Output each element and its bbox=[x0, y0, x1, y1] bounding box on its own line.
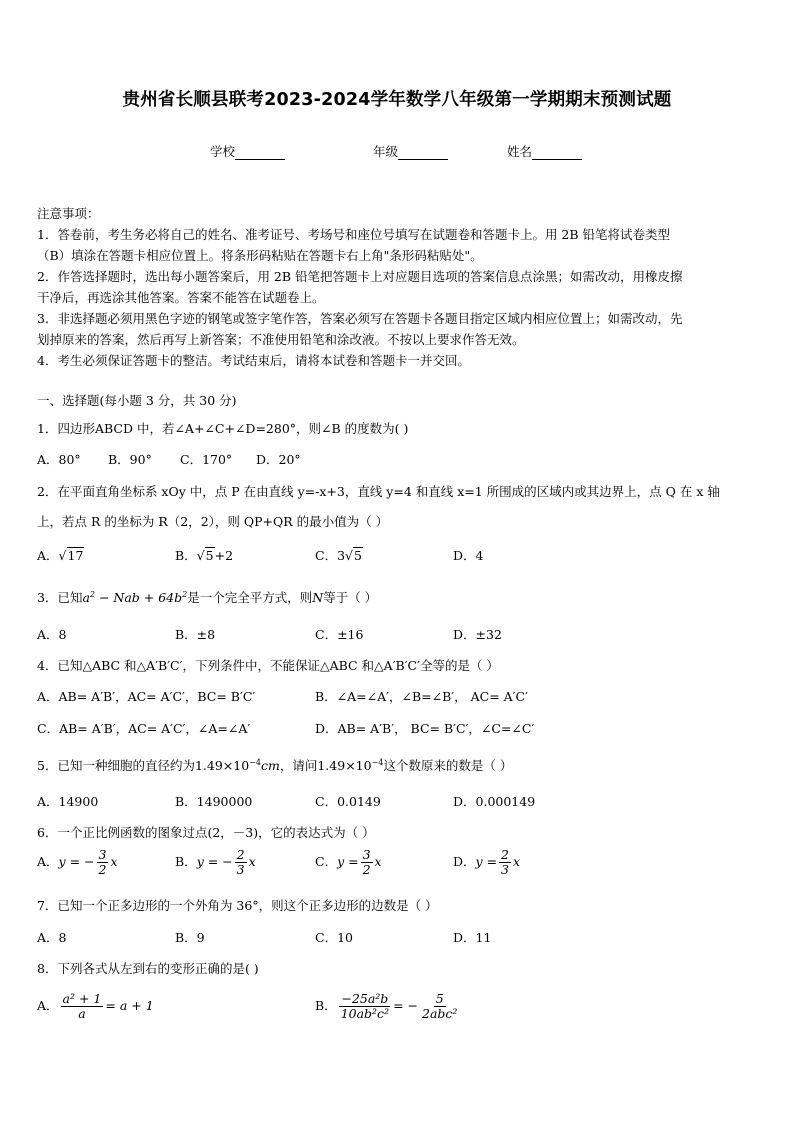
variable: x bbox=[374, 853, 382, 869]
option-suffix: +2 bbox=[214, 548, 234, 563]
q5-suffix: 这个数原来的数是（ ） bbox=[383, 758, 513, 773]
q1-option-d: D．20° bbox=[256, 452, 301, 467]
q5-option-c: C．0.0149 bbox=[315, 794, 381, 809]
q2-option-a bbox=[37, 546, 84, 564]
q4-option-d: D．AB= A′B′， BC= B′C′，∠C=∠C′ bbox=[315, 721, 535, 736]
q6-option-d bbox=[453, 848, 520, 877]
sqrt-symbol: √5 bbox=[196, 548, 214, 563]
q2-option-d: D．4 bbox=[453, 548, 484, 563]
numerator: 3 bbox=[362, 847, 371, 862]
fraction bbox=[361, 848, 373, 877]
option-letter: D． bbox=[453, 853, 476, 869]
q3-prefix: 3．已知 bbox=[37, 590, 83, 605]
exp-2: 2 bbox=[182, 589, 188, 599]
option-letter: A． bbox=[37, 853, 59, 869]
notes-header: 注意事项： bbox=[37, 206, 100, 221]
numerator: 5 bbox=[435, 991, 444, 1006]
q1-option-c: C．170° bbox=[180, 452, 233, 467]
variable: x bbox=[513, 853, 521, 869]
q3-mid: 是一个完全平方式，则 bbox=[187, 590, 313, 605]
name-blank bbox=[532, 146, 582, 160]
note-2a: 2．作答选择题时，选出每小题答案后，用 2B 铅笔把答题卡上对应题目选项的答案信息点涂黑；如需改动，用橡皮擦 bbox=[37, 269, 683, 284]
q7-option-c: C．10 bbox=[315, 930, 353, 945]
q8-option-b bbox=[315, 992, 461, 1021]
grade-label: 年级 bbox=[373, 144, 399, 159]
expr-a: a bbox=[82, 590, 90, 605]
numerator: a² + 1 bbox=[62, 991, 102, 1006]
option-letter: C．3 bbox=[315, 548, 346, 563]
denominator: 10ab²c² bbox=[340, 1005, 390, 1021]
numerator: 3 bbox=[98, 847, 107, 862]
numerator: 2 bbox=[501, 847, 509, 862]
q1-option-a: A．80° bbox=[37, 452, 81, 467]
q3-option-c: C．±16 bbox=[315, 627, 364, 642]
q5-exponent-2: −4 bbox=[371, 757, 384, 767]
note-2b: 干净后，再选涂其他答案。答案不能答在试题卷上。 bbox=[37, 290, 325, 305]
fraction bbox=[499, 848, 511, 877]
q5-option-a: A．14900 bbox=[37, 794, 99, 809]
q3-option-d: D．±32 bbox=[453, 627, 502, 642]
q4-option-a: A．AB= A′B′，AC= A′C′，BC= B′C′ bbox=[37, 689, 256, 704]
school-blank bbox=[235, 146, 285, 160]
denominator: 3 bbox=[236, 861, 245, 877]
q7-option-a: A．8 bbox=[37, 930, 67, 945]
variable: x bbox=[248, 853, 256, 869]
q2-option-c bbox=[315, 546, 363, 564]
name-field bbox=[507, 142, 582, 160]
fraction bbox=[97, 848, 109, 877]
q3-option-a: A．8 bbox=[37, 627, 67, 642]
note-3a: 3．非选择题必须用黑色字迹的钢笔或签字笔作答，答案必须写在答题卡各题目指定区域内相应位置上；如需改动，先 bbox=[37, 311, 683, 326]
variable: x bbox=[110, 853, 118, 869]
sqrt-symbol: √5 bbox=[345, 548, 362, 563]
exp-1: 2 bbox=[89, 589, 95, 599]
denominator: a bbox=[78, 1005, 86, 1021]
q5-mid: ，请问 bbox=[279, 758, 318, 773]
q5-unit: cm bbox=[260, 758, 280, 773]
q5-prefix: 5．已知一种细胞的直径约为 bbox=[37, 758, 195, 773]
denominator: 2abc² bbox=[422, 1005, 458, 1021]
radicand: 5 bbox=[354, 548, 362, 563]
q3-expression bbox=[82, 590, 187, 605]
denominator: 2 bbox=[98, 861, 107, 877]
q5-exponent: −4 bbox=[249, 757, 261, 767]
q3-stem bbox=[37, 588, 377, 606]
q4-option-c: C．AB= A′B′，AC= A′C′，∠A=∠A′ bbox=[37, 721, 251, 736]
numerator: 2 bbox=[236, 847, 245, 862]
grade-blank bbox=[398, 146, 448, 160]
option-letter: B． bbox=[175, 548, 197, 563]
lhs: y = − bbox=[58, 853, 95, 869]
school-label: 学校 bbox=[210, 144, 236, 159]
fraction bbox=[339, 992, 391, 1021]
numerator: −25a²b bbox=[341, 991, 389, 1006]
lhs: y = bbox=[337, 853, 359, 869]
q6-stem: 6．一个正比例函数的图象过点(2，－3)，它的表达式为（ ） bbox=[37, 825, 375, 840]
lhs: y = − bbox=[196, 853, 233, 869]
q8-option-a bbox=[37, 992, 154, 1021]
note-1b: （B）填涂在答题卡相应位置上。将条形码粘贴在答题卡右上角"条形码粘贴处"。 bbox=[37, 248, 483, 263]
q8-stem: 8．下列各式从左到右的变形正确的是( ) bbox=[37, 961, 259, 976]
fraction-2 bbox=[420, 992, 459, 1021]
denominator: 3 bbox=[501, 861, 509, 877]
school-field bbox=[210, 142, 285, 160]
name-label: 姓名 bbox=[507, 144, 533, 159]
q5-option-b: B．1490000 bbox=[175, 794, 253, 809]
note-4: 4．考生必须保证答题卡的整洁。考试结束后，请将本试卷和答题卡一并交回。 bbox=[37, 353, 470, 368]
option-letter: B． bbox=[315, 997, 337, 1013]
q4-stem: 4．已知△ABC 和△A′B′C′，下列条件中，不能保证△ABC 和△A′B′C′全等的是（ ） bbox=[37, 658, 499, 673]
q4-option-b: B．∠A=∠A′，∠B=∠B′， AC= A′C′ bbox=[315, 689, 528, 704]
q2-stem-line2: 上，若点 R 的坐标为 R（2，2），则 QP+QR 的最小值为（ ） bbox=[37, 514, 389, 529]
q6-option-b bbox=[175, 848, 256, 877]
q5-number: 1.49×10 bbox=[194, 758, 250, 773]
equals-minus: = − bbox=[393, 997, 418, 1013]
q2-stem-line1: 2．在平面直角坐标系 xOy 中，点 P 在由直线 y=-x+3，直线 y=4 和直线 x=1 所围成的区域内或其边界上，点 Q 在 x 轴 bbox=[37, 484, 720, 499]
q1-stem: 1．四边形ABCD 中，若∠A+∠C+∠D=280°，则∠B 的度数为( ) bbox=[37, 421, 409, 436]
fraction bbox=[235, 848, 247, 877]
lhs: y = bbox=[475, 853, 498, 869]
grade-field bbox=[373, 142, 448, 160]
q6-option-c bbox=[315, 848, 382, 877]
q3-option-b: B．±8 bbox=[175, 627, 216, 642]
option-letter: A． bbox=[37, 548, 59, 563]
expr-mid: − Nab + 64b bbox=[95, 590, 183, 605]
q6-option-a bbox=[37, 848, 118, 877]
note-1a: 1．答卷前，考生务必将自己的姓名、准考证号、考场号和座位号填写在试题卷和答题卡上。用 2B 铅笔将试卷类型 bbox=[37, 227, 671, 242]
fraction bbox=[61, 992, 104, 1021]
q5-stem bbox=[37, 756, 512, 774]
radicand: 17 bbox=[67, 548, 84, 563]
q5-number-2: 1.49×10 bbox=[317, 758, 372, 773]
note-3b: 划掉原来的答案，然后再写上新答案；不准使用铅笔和涂改液。不按以上要求作答无效。 bbox=[37, 332, 525, 347]
section-heading: 一、选择题(每小题 3 分，共 30 分) bbox=[37, 393, 237, 408]
radicand: 5 bbox=[205, 548, 214, 563]
q7-option-b: B．9 bbox=[175, 930, 205, 945]
q2-option-b bbox=[175, 546, 233, 564]
rhs: = a + 1 bbox=[105, 997, 154, 1013]
sqrt-symbol: √17 bbox=[58, 548, 84, 563]
q1-option-b: B．90° bbox=[108, 452, 152, 467]
q7-stem: 7．已知一个正多边形的一个外角为 36°，则这个正多边形的边数是（ ） bbox=[37, 898, 438, 913]
page-title: 贵州省长顺县联考2023-2024学年数学八年级第一学期期末预测试题 bbox=[122, 90, 672, 110]
option-letter: C． bbox=[315, 853, 338, 869]
q3-var: N bbox=[312, 590, 324, 605]
denominator: 2 bbox=[362, 861, 371, 877]
option-letter: A． bbox=[37, 997, 59, 1013]
q7-option-d: D．11 bbox=[453, 930, 492, 945]
q5-option-d: D．0.000149 bbox=[453, 794, 536, 809]
option-letter: B． bbox=[175, 853, 197, 869]
q3-suffix: 等于（ ） bbox=[323, 590, 378, 605]
